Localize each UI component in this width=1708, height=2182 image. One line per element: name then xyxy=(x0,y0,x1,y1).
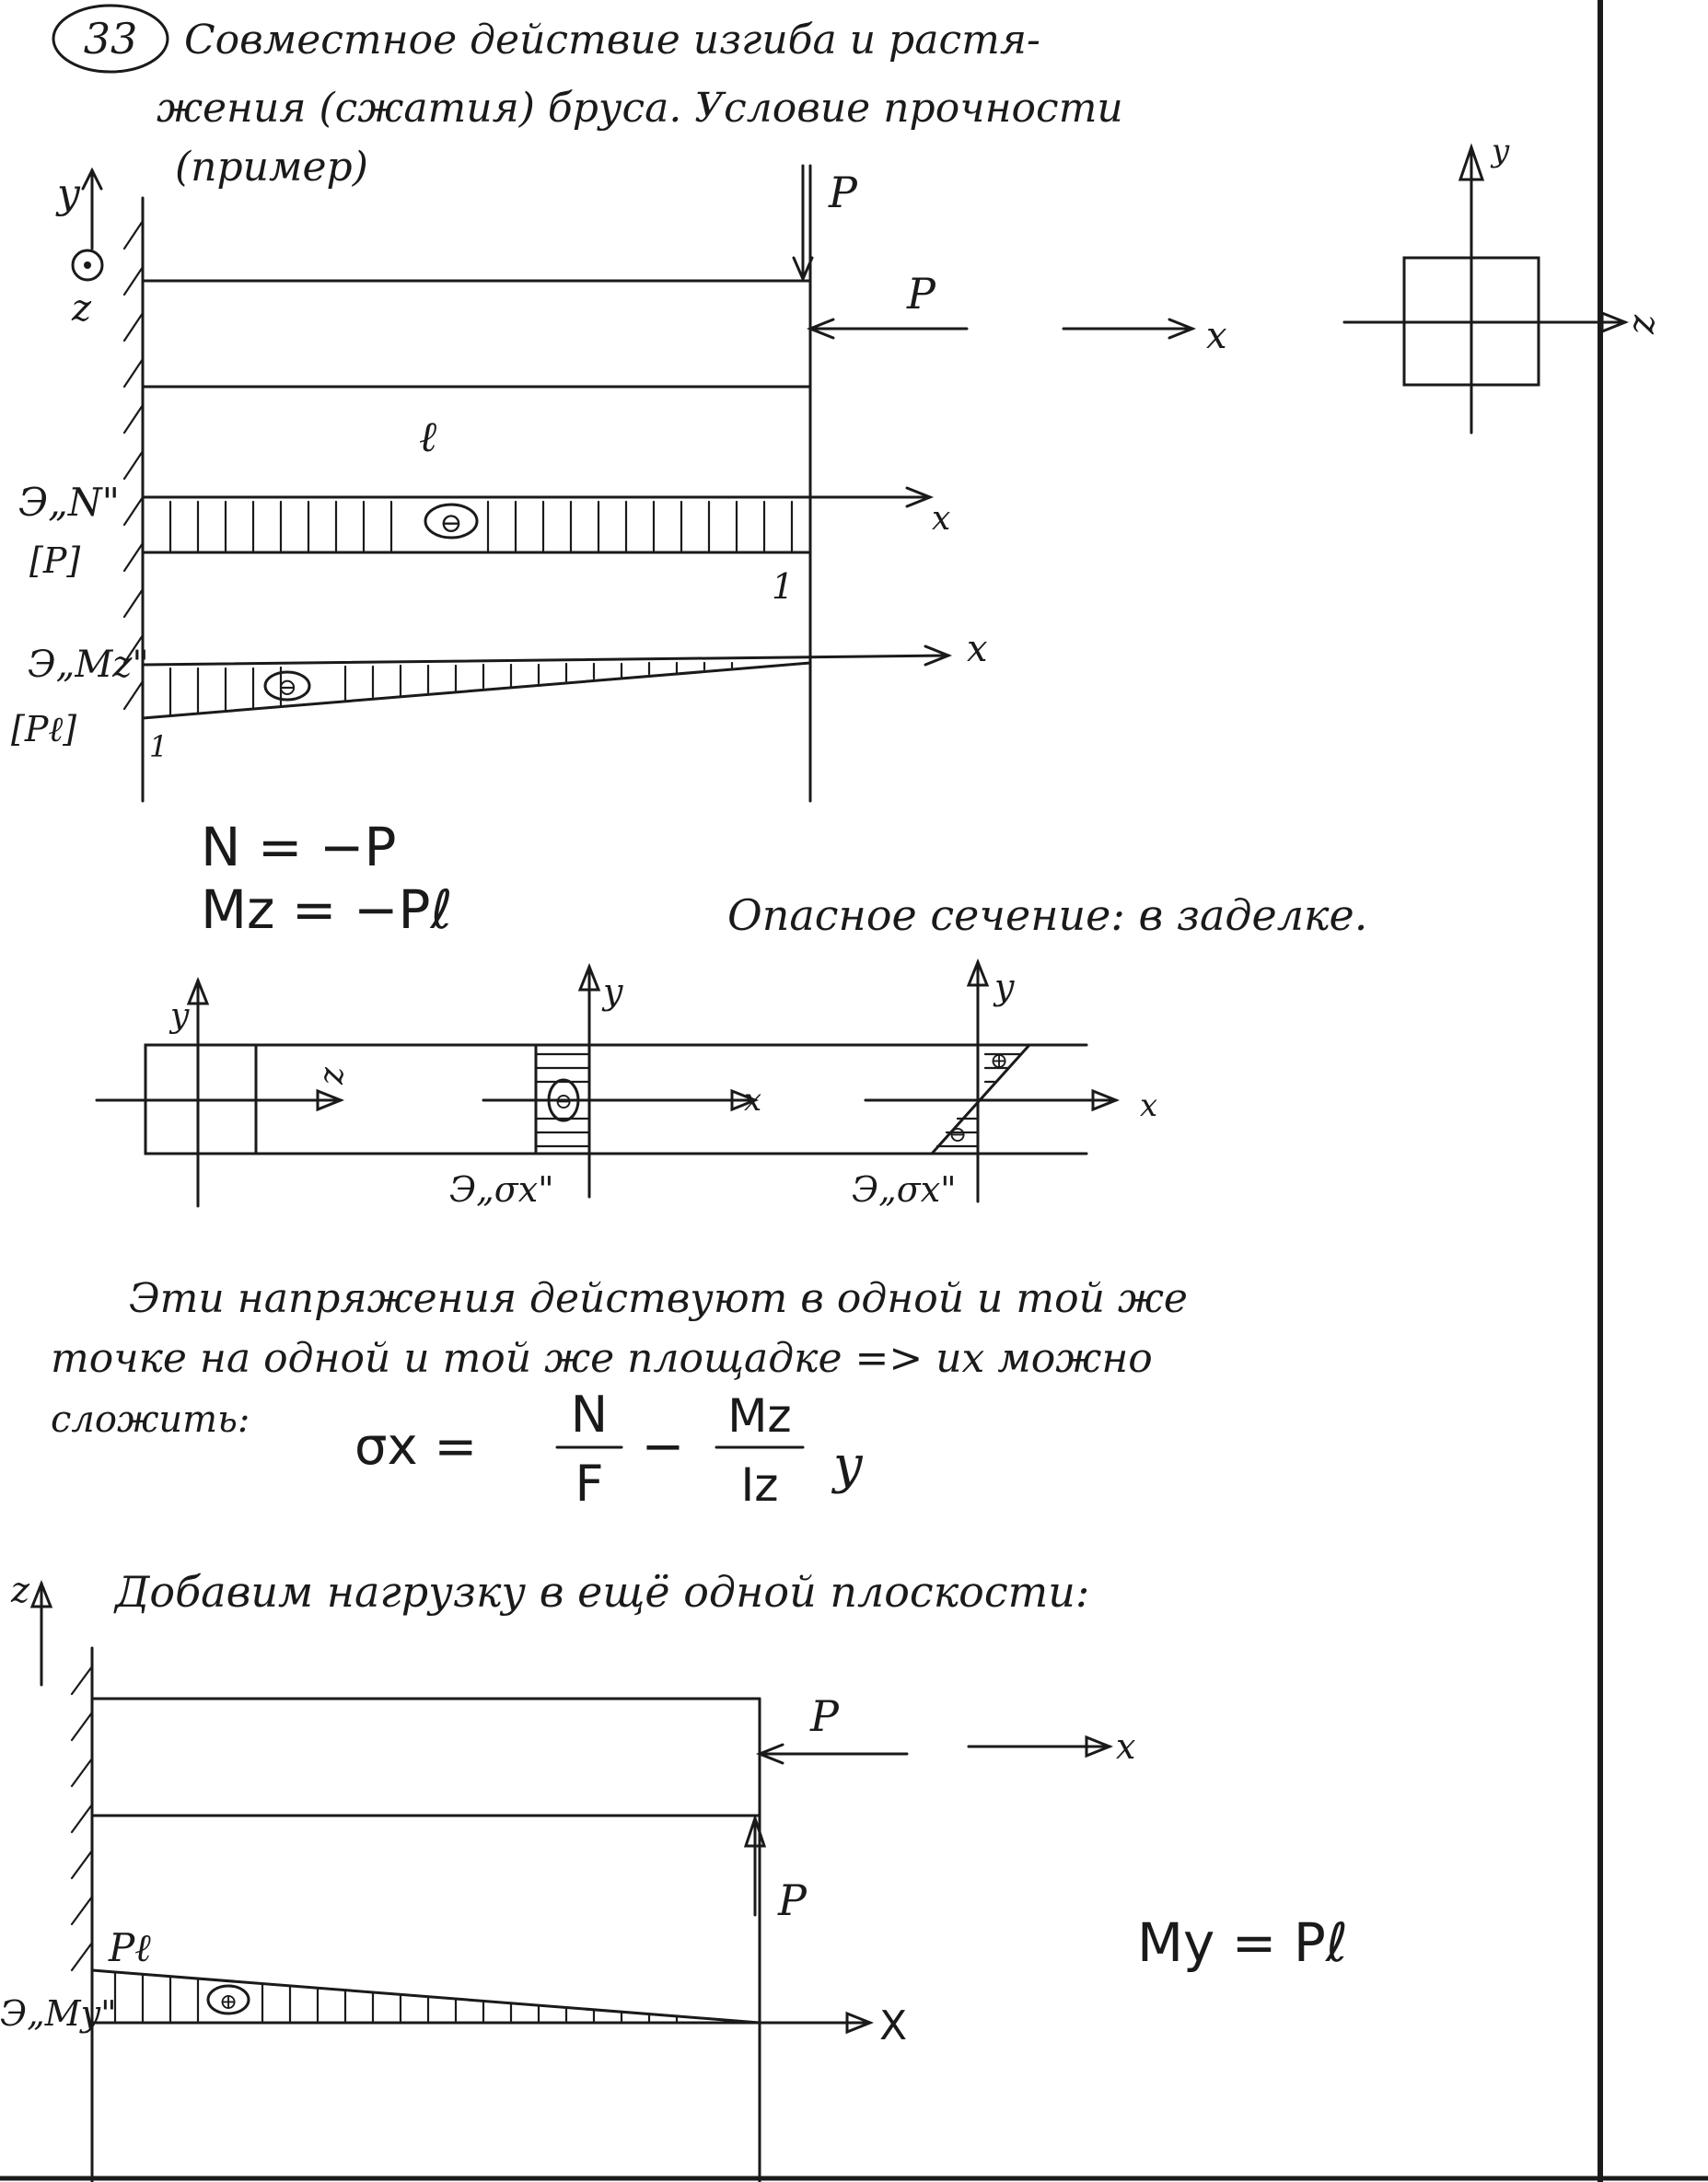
beam1-wall xyxy=(124,198,143,801)
stress-section-cross-section xyxy=(97,981,341,1206)
beam2-x-axis-arrow xyxy=(969,1737,1110,1756)
diagram-N-value: 1 xyxy=(772,566,795,607)
formula-Mz: Mz xyxy=(727,1389,792,1443)
formula-Iz: Iz xyxy=(740,1458,779,1512)
formula-minus: − xyxy=(641,1417,685,1477)
stress-axis-x2: x xyxy=(1140,1087,1158,1124)
diagram-N xyxy=(143,488,930,552)
diagram-Mz-value: 1 xyxy=(149,729,168,764)
stress-diagram-linear xyxy=(866,962,1116,1201)
section1-axis-z: z xyxy=(1625,315,1667,335)
diagram-My-label: Э„My" xyxy=(0,1993,117,2034)
title-line-2: жения (сжатия) бруса. Условие прочности xyxy=(157,85,1123,132)
text-line-3: сложить: xyxy=(51,1399,250,1441)
beam2-body xyxy=(92,1699,760,2182)
formula-y: y xyxy=(833,1435,863,1495)
diagram-N-unit: [P] xyxy=(29,540,81,581)
beam2-z-axis-arrow xyxy=(32,1584,51,1685)
section1-cross-section xyxy=(1344,147,1625,433)
stress-axis-y1: y xyxy=(603,971,623,1012)
stress-linear-sign-bottom: ⊖ xyxy=(947,1121,968,1147)
stress-label-2: Э„σx" xyxy=(852,1169,957,1210)
formula-N: N xyxy=(570,1386,609,1444)
second-heading: Добавим нагрузку в ещё одной плоскости: xyxy=(115,1567,1090,1617)
beam1-length-label: ℓ xyxy=(419,412,437,461)
title-line-1: Совместное действие изгиба и растя- xyxy=(184,17,1040,64)
diagram-Mz-axis-x: x xyxy=(967,628,988,670)
diagram-N-sign: ⊖ xyxy=(439,507,463,540)
beam1-vertical-force-label: P xyxy=(829,168,857,217)
stress-formula xyxy=(354,1386,864,1513)
equation-My: My = Pℓ xyxy=(1137,1911,1348,1974)
beam2-vertical-force-label: P xyxy=(778,1875,807,1925)
section1-axis-y: y xyxy=(1492,133,1510,169)
stress-axis-x1: x xyxy=(744,1082,762,1119)
diagram-My-axis-x: X xyxy=(879,2002,908,2049)
formula-lhs: σx = xyxy=(354,1417,478,1477)
stress-axis-y: y xyxy=(170,997,190,1035)
stress-axis-z: z xyxy=(313,1067,351,1085)
stress-axis-y2: y xyxy=(994,967,1015,1007)
text-line-1: Эти напряжения действуют в одной и той же xyxy=(129,1275,1188,1322)
beam2-vertical-force-arrow xyxy=(746,1818,764,1915)
beam1-axis-y: y xyxy=(57,170,80,217)
diagram-Mz xyxy=(143,646,948,718)
beam2-axis-z: z xyxy=(11,1570,30,1610)
equation-N: N = −P xyxy=(201,816,397,878)
diagram-My xyxy=(92,1970,870,2032)
beam2-wall xyxy=(72,1648,92,2182)
stress-uniform-sign: ⊖ xyxy=(553,1088,574,1114)
beam1-axial-force-arrow xyxy=(810,319,967,338)
beam2-axial-force-arrow xyxy=(760,1745,907,1763)
beam2-axis-x: x xyxy=(1116,1726,1136,1767)
diagram-My-top-value: Pℓ xyxy=(109,1925,151,1970)
dangerous-section-note: Опасное сечение: в заделке. xyxy=(727,890,1368,940)
beam1-body xyxy=(143,166,810,801)
stress-linear-sign-top: ⊕ xyxy=(989,1048,1009,1074)
diagram-Mz-label: Э„Mz" xyxy=(28,644,149,686)
beam1-axial-force-label: P xyxy=(907,269,935,319)
beam1-x-axis-arrow xyxy=(1063,319,1192,338)
problem-number: 33 xyxy=(83,14,138,64)
equation-Mz: Mz = −Pℓ xyxy=(201,878,453,941)
diagram-My-sign: ⊕ xyxy=(218,1989,238,2014)
stress-label-1: Э„σx" xyxy=(449,1169,554,1210)
beam1-coordinate-system xyxy=(55,170,102,330)
title-line-3: (пример) xyxy=(175,144,368,191)
diagram-Mz-unit: [Pℓ] xyxy=(11,709,77,749)
diagram-Mz-sign: ⊖ xyxy=(277,674,297,702)
text-line-2: точке на одной и той же площадке => их можно xyxy=(51,1335,1153,1382)
beam1-axis-z: z xyxy=(72,287,92,330)
beam1-axis-x: x xyxy=(1206,315,1227,357)
diagram-N-label: Э„N" xyxy=(18,480,120,525)
beam2-axial-force-label: P xyxy=(810,1691,839,1741)
formula-F: F xyxy=(575,1455,604,1513)
diagram-N-axis-x: x xyxy=(932,500,951,538)
